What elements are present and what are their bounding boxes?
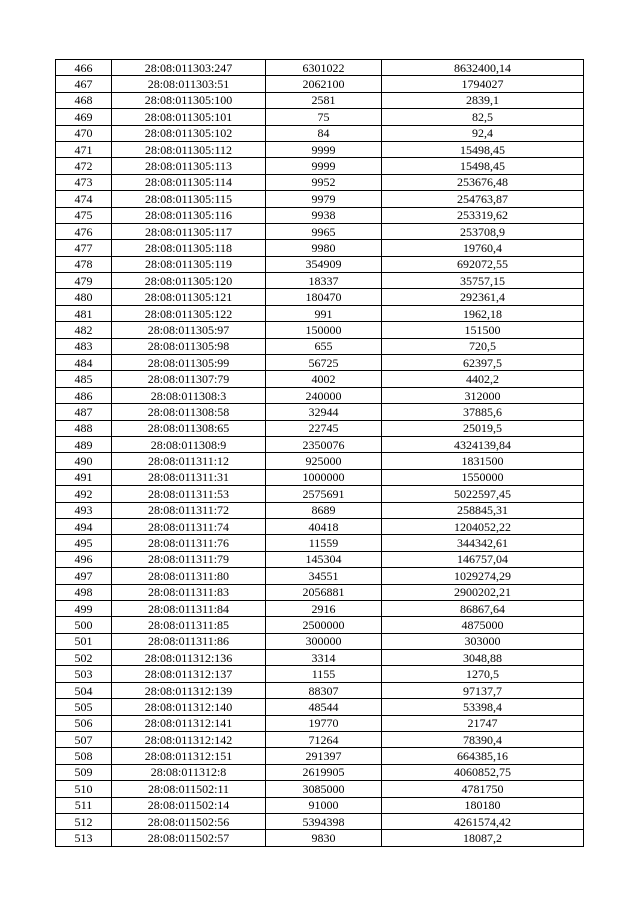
table-row: [56, 109, 584, 125]
row-number-cell: 509: [56, 764, 112, 780]
cadastral-number-cell: 28:08:011305:117: [112, 223, 266, 239]
row-number-cell: 512: [56, 813, 112, 829]
area-cell: 6301022: [266, 60, 382, 76]
row-number-cell: 468: [56, 92, 112, 108]
area-cell: 9830: [266, 830, 382, 846]
data-table: [55, 59, 584, 847]
row-number-cell: 511: [56, 797, 112, 813]
cadastral-number-cell: 28:08:011311:74: [112, 518, 266, 534]
value-cell: 1831500: [382, 453, 584, 469]
cadastral-number-cell: 28:08:011305:101: [112, 109, 266, 125]
row-number-cell: 486: [56, 387, 112, 403]
table-row: [56, 732, 584, 748]
row-number-cell: 491: [56, 469, 112, 485]
cadastral-number-cell: 28:08:011312:151: [112, 748, 266, 764]
row-number-cell: 495: [56, 535, 112, 551]
value-cell: 4060852,75: [382, 764, 584, 780]
cadastral-number-cell: 28:08:011502:56: [112, 813, 266, 829]
value-cell: 3048,88: [382, 650, 584, 666]
table-row: [56, 289, 584, 305]
cadastral-number-cell: 28:08:011303:247: [112, 60, 266, 76]
area-cell: 48544: [266, 699, 382, 715]
cadastral-number-cell: 28:08:011311:79: [112, 551, 266, 567]
cadastral-number-cell: 28:08:011312:136: [112, 650, 266, 666]
area-cell: 71264: [266, 732, 382, 748]
value-cell: 78390,4: [382, 732, 584, 748]
area-cell: 18337: [266, 273, 382, 289]
cadastral-number-cell: 28:08:011311:31: [112, 469, 266, 485]
table-row: [56, 141, 584, 157]
value-cell: 1794027: [382, 76, 584, 92]
cadastral-number-cell: 28:08:011311:80: [112, 568, 266, 584]
cadastral-number-cell: 28:08:011305:100: [112, 92, 266, 108]
value-cell: 180180: [382, 797, 584, 813]
value-cell: 2839,1: [382, 92, 584, 108]
row-number-cell: 475: [56, 207, 112, 223]
table-row: [56, 338, 584, 354]
table-row: [56, 682, 584, 698]
value-cell: 8632400,14: [382, 60, 584, 76]
row-number-cell: 489: [56, 436, 112, 452]
cadastral-number-cell: 28:08:011311:12: [112, 453, 266, 469]
area-cell: 991: [266, 305, 382, 321]
cadastral-number-cell: 28:08:011305:122: [112, 305, 266, 321]
area-cell: 3314: [266, 650, 382, 666]
area-cell: 925000: [266, 453, 382, 469]
table-row: [56, 453, 584, 469]
value-cell: 82,5: [382, 109, 584, 125]
cadastral-number-cell: 28:08:011305:116: [112, 207, 266, 223]
row-number-cell: 507: [56, 732, 112, 748]
value-cell: 4402,2: [382, 371, 584, 387]
table-row: [56, 305, 584, 321]
area-cell: 2581: [266, 92, 382, 108]
value-cell: 1204052,22: [382, 518, 584, 534]
row-number-cell: 473: [56, 174, 112, 190]
area-cell: 19770: [266, 715, 382, 731]
area-cell: 11559: [266, 535, 382, 551]
table-row: [56, 355, 584, 371]
area-cell: 2575691: [266, 486, 382, 502]
table-row: [56, 371, 584, 387]
value-cell: 1029274,29: [382, 568, 584, 584]
row-number-cell: 478: [56, 256, 112, 272]
area-cell: 84: [266, 125, 382, 141]
area-cell: 91000: [266, 797, 382, 813]
value-cell: 92,4: [382, 125, 584, 141]
area-cell: 9999: [266, 158, 382, 174]
cadastral-number-cell: 28:08:011305:119: [112, 256, 266, 272]
cadastral-number-cell: 28:08:011311:83: [112, 584, 266, 600]
row-number-cell: 498: [56, 584, 112, 600]
area-cell: 88307: [266, 682, 382, 698]
area-cell: 34551: [266, 568, 382, 584]
cadastral-number-cell: 28:08:011502:57: [112, 830, 266, 846]
area-cell: 32944: [266, 404, 382, 420]
cadastral-number-cell: 28:08:011311:85: [112, 617, 266, 633]
table-row: [56, 60, 584, 76]
table-row: [56, 273, 584, 289]
cadastral-number-cell: 28:08:011312:141: [112, 715, 266, 731]
area-cell: 9999: [266, 141, 382, 157]
table-row: [56, 207, 584, 223]
cadastral-number-cell: 28:08:011502:14: [112, 797, 266, 813]
row-number-cell: 479: [56, 273, 112, 289]
value-cell: 25019,5: [382, 420, 584, 436]
table-row: [56, 535, 584, 551]
table-row: [56, 191, 584, 207]
cadastral-number-cell: 28:08:011308:65: [112, 420, 266, 436]
cadastral-number-cell: 28:08:011305:120: [112, 273, 266, 289]
value-cell: 344342,61: [382, 535, 584, 551]
value-cell: 253676,48: [382, 174, 584, 190]
value-cell: 19760,4: [382, 240, 584, 256]
row-number-cell: 490: [56, 453, 112, 469]
row-number-cell: 500: [56, 617, 112, 633]
area-cell: 145304: [266, 551, 382, 567]
cadastral-number-cell: 28:08:011312:137: [112, 666, 266, 682]
row-number-cell: 505: [56, 699, 112, 715]
area-cell: 2916: [266, 600, 382, 616]
cadastral-number-cell: 28:08:011312:140: [112, 699, 266, 715]
cadastral-number-cell: 28:08:011303:51: [112, 76, 266, 92]
area-cell: 2619905: [266, 764, 382, 780]
row-number-cell: 474: [56, 191, 112, 207]
row-number-cell: 481: [56, 305, 112, 321]
area-cell: 180470: [266, 289, 382, 305]
row-number-cell: 480: [56, 289, 112, 305]
row-number-cell: 504: [56, 682, 112, 698]
value-cell: 4261574,42: [382, 813, 584, 829]
cadastral-number-cell: 28:08:011307:79: [112, 371, 266, 387]
row-number-cell: 492: [56, 486, 112, 502]
table-row: [56, 420, 584, 436]
row-number-cell: 503: [56, 666, 112, 682]
value-cell: 35757,15: [382, 273, 584, 289]
area-cell: 4002: [266, 371, 382, 387]
value-cell: 692072,55: [382, 256, 584, 272]
value-cell: 15498,45: [382, 141, 584, 157]
table-row: [56, 469, 584, 485]
cadastral-number-cell: 28:08:011312:8: [112, 764, 266, 780]
row-number-cell: 510: [56, 781, 112, 797]
area-cell: 9965: [266, 223, 382, 239]
area-cell: 291397: [266, 748, 382, 764]
value-cell: 151500: [382, 322, 584, 338]
area-cell: 1155: [266, 666, 382, 682]
area-cell: 150000: [266, 322, 382, 338]
value-cell: 21747: [382, 715, 584, 731]
table-row: [56, 502, 584, 518]
value-cell: 312000: [382, 387, 584, 403]
row-number-cell: 476: [56, 223, 112, 239]
value-cell: 720,5: [382, 338, 584, 354]
cadastral-number-cell: 28:08:011305:115: [112, 191, 266, 207]
row-number-cell: 470: [56, 125, 112, 141]
area-cell: 5394398: [266, 813, 382, 829]
value-cell: 5022597,45: [382, 486, 584, 502]
value-cell: 2900202,21: [382, 584, 584, 600]
table-row: [56, 617, 584, 633]
cadastral-number-cell: 28:08:011311:84: [112, 600, 266, 616]
table-row: [56, 322, 584, 338]
value-cell: 15498,45: [382, 158, 584, 174]
table-row: [56, 92, 584, 108]
row-number-cell: 477: [56, 240, 112, 256]
area-cell: 2062100: [266, 76, 382, 92]
area-cell: 354909: [266, 256, 382, 272]
row-number-cell: 496: [56, 551, 112, 567]
area-cell: 3085000: [266, 781, 382, 797]
value-cell: 62397,5: [382, 355, 584, 371]
table-row: [56, 158, 584, 174]
area-cell: 2056881: [266, 584, 382, 600]
area-cell: 1000000: [266, 469, 382, 485]
table-row: [56, 125, 584, 141]
cadastral-number-cell: 28:08:011312:142: [112, 732, 266, 748]
table-row: [56, 600, 584, 616]
row-number-cell: 493: [56, 502, 112, 518]
value-cell: 253319,62: [382, 207, 584, 223]
cadastral-number-cell: 28:08:011308:3: [112, 387, 266, 403]
area-cell: 9980: [266, 240, 382, 256]
table-row: [56, 436, 584, 452]
row-number-cell: 483: [56, 338, 112, 354]
row-number-cell: 497: [56, 568, 112, 584]
row-number-cell: 485: [56, 371, 112, 387]
table-row: [56, 764, 584, 780]
value-cell: 37885,6: [382, 404, 584, 420]
table-row: [56, 781, 584, 797]
value-cell: 97137,7: [382, 682, 584, 698]
cadastral-number-cell: 28:08:011311:72: [112, 502, 266, 518]
cadastral-number-cell: 28:08:011308:58: [112, 404, 266, 420]
area-cell: 2350076: [266, 436, 382, 452]
value-cell: 86867,64: [382, 600, 584, 616]
row-number-cell: 488: [56, 420, 112, 436]
table-row: [56, 715, 584, 731]
table-row: [56, 174, 584, 190]
table-row: [56, 666, 584, 682]
area-cell: 8689: [266, 502, 382, 518]
table-row: [56, 486, 584, 502]
row-number-cell: 466: [56, 60, 112, 76]
area-cell: 22745: [266, 420, 382, 436]
row-number-cell: 506: [56, 715, 112, 731]
cadastral-number-cell: 28:08:011311:53: [112, 486, 266, 502]
row-number-cell: 494: [56, 518, 112, 534]
area-cell: 2500000: [266, 617, 382, 633]
cadastral-number-cell: 28:08:011311:86: [112, 633, 266, 649]
table-row: [56, 76, 584, 92]
area-cell: 300000: [266, 633, 382, 649]
table-row: [56, 387, 584, 403]
table-row: [56, 699, 584, 715]
table-row: [56, 518, 584, 534]
area-cell: 40418: [266, 518, 382, 534]
cadastral-number-cell: 28:08:011308:9: [112, 436, 266, 452]
table-row: [56, 223, 584, 239]
table-row: [56, 748, 584, 764]
cadastral-number-cell: 28:08:011305:97: [112, 322, 266, 338]
value-cell: 254763,87: [382, 191, 584, 207]
cadastral-number-cell: 28:08:011305:102: [112, 125, 266, 141]
table-row: [56, 650, 584, 666]
table-row: [56, 830, 584, 846]
table-body: [56, 60, 584, 847]
value-cell: 664385,16: [382, 748, 584, 764]
value-cell: 4324139,84: [382, 436, 584, 452]
cadastral-number-cell: 28:08:011305:113: [112, 158, 266, 174]
table-row: [56, 813, 584, 829]
area-cell: 9952: [266, 174, 382, 190]
cadastral-number-cell: 28:08:011311:76: [112, 535, 266, 551]
cadastral-number-cell: 28:08:011305:118: [112, 240, 266, 256]
row-number-cell: 469: [56, 109, 112, 125]
table-row: [56, 256, 584, 272]
row-number-cell: 501: [56, 633, 112, 649]
value-cell: 292361,4: [382, 289, 584, 305]
cadastral-number-cell: 28:08:011502:11: [112, 781, 266, 797]
value-cell: 4781750: [382, 781, 584, 797]
table-row: [56, 797, 584, 813]
row-number-cell: 508: [56, 748, 112, 764]
cadastral-number-cell: 28:08:011305:112: [112, 141, 266, 157]
area-cell: 75: [266, 109, 382, 125]
row-number-cell: 499: [56, 600, 112, 616]
table-row: [56, 568, 584, 584]
area-cell: 240000: [266, 387, 382, 403]
area-cell: 655: [266, 338, 382, 354]
value-cell: 1550000: [382, 469, 584, 485]
table-row: [56, 404, 584, 420]
table-row: [56, 240, 584, 256]
area-cell: 9938: [266, 207, 382, 223]
row-number-cell: 467: [56, 76, 112, 92]
cadastral-number-cell: 28:08:011305:99: [112, 355, 266, 371]
value-cell: 4875000: [382, 617, 584, 633]
value-cell: 53398,4: [382, 699, 584, 715]
row-number-cell: 513: [56, 830, 112, 846]
table-row: [56, 633, 584, 649]
table-row: [56, 584, 584, 600]
value-cell: 258845,31: [382, 502, 584, 518]
row-number-cell: 472: [56, 158, 112, 174]
cadastral-number-cell: 28:08:011305:98: [112, 338, 266, 354]
value-cell: 18087,2: [382, 830, 584, 846]
row-number-cell: 482: [56, 322, 112, 338]
area-cell: 9979: [266, 191, 382, 207]
cadastral-number-cell: 28:08:011305:114: [112, 174, 266, 190]
area-cell: 56725: [266, 355, 382, 371]
row-number-cell: 471: [56, 141, 112, 157]
row-number-cell: 484: [56, 355, 112, 371]
value-cell: 146757,04: [382, 551, 584, 567]
value-cell: 253708,9: [382, 223, 584, 239]
table-row: [56, 551, 584, 567]
value-cell: 1962,18: [382, 305, 584, 321]
value-cell: 1270,5: [382, 666, 584, 682]
row-number-cell: 487: [56, 404, 112, 420]
cadastral-number-cell: 28:08:011305:121: [112, 289, 266, 305]
value-cell: 303000: [382, 633, 584, 649]
cadastral-number-cell: 28:08:011312:139: [112, 682, 266, 698]
row-number-cell: 502: [56, 650, 112, 666]
